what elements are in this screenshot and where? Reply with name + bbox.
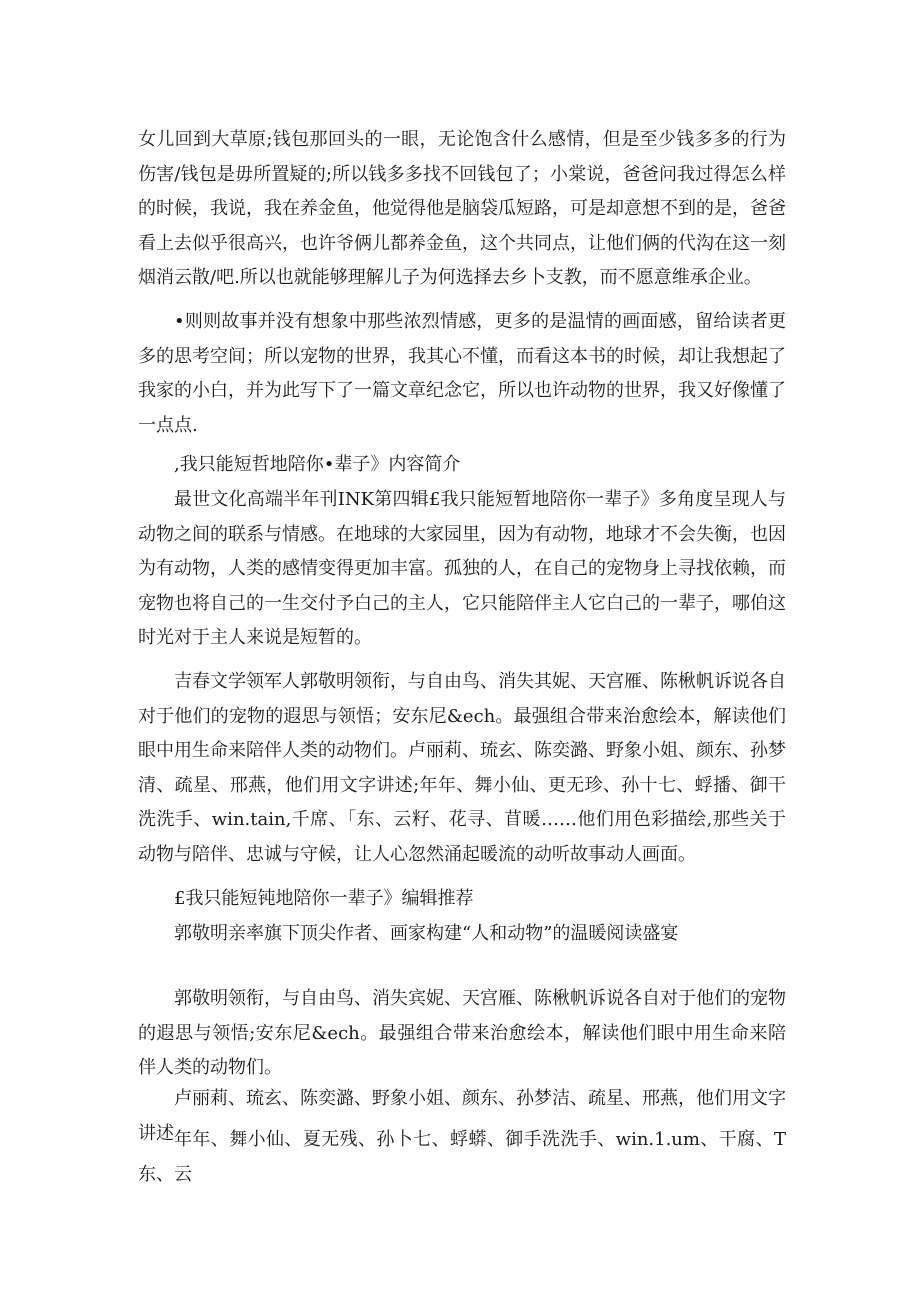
heading-content-summary: ,我只能短哲地陪你•辈子》内容简介 bbox=[174, 454, 461, 475]
paragraph-recommendation-tagline: 郭敬明亲率旗下顶尖作者、画家构建“人和动物”的温暖阅读盛宴 bbox=[174, 923, 679, 944]
paragraph-writers-list: 卢丽莉、琉玄、陈奕潞、野象小姐、颜东、孙梦洁、疏星、邢燕，他们用文字讲述 bbox=[138, 1088, 786, 1144]
paragraph-story-review: 女儿回到大草原;钱包那回头的一眼，无论饱含什么感情，但是至少钱多多的行为伤害/钱包是毋所置疑的;所以钱多多找不回钱包了；小棠说，爸爸问我过得怎么样的时候，我说，我在养金鱼，他觉得他是脑袋瓜短路，可是却意想不到的是，爸爸看上去似乎很高兴，也许爷俩儿都养金鱼，这个共同点，让他们俩的代沟在这一刻烟消云散/吧.所以也就能够理解儿子为何选择去乡卜支教，而不愿意维承企业。 bbox=[138, 129, 786, 289]
paragraph-recommendation-lead: 郭敬明领衔，与自由鸟、消失宾妮、天宫雁、陈楸帆诉说各自对于他们的宠物的遐思与领悟;安东尼&ech。最强组合带来治愈绘本，解读他们眼中用生命来陪伴人类的动物们。 bbox=[138, 988, 786, 1079]
paragraph-illustrators-list: 年年、舞小仙、夏无残、孙卜七、蜉蟒、御手洗洗手、win.1.um、干腐、T东、云 bbox=[138, 1129, 786, 1185]
paragraph-reflection: •则则故事并没有想象中那些浓烈情感，更多的是温情的画面感，留给读者更多的思考空间；所以宠物的世界，我其心不懂，而看这本书的时候，却让我想起了我家的小白，并为此写下了一篇文章纪念它，所以也许动物的世界，我又好像懂了一点点. bbox=[138, 311, 786, 436]
heading-editor-recommendation: £我只能短钝地陪你一辈子》编辑推荐 bbox=[174, 888, 474, 909]
paragraph-authors: 吉春文学领军人郭敬明领衔，与自由鸟、消失其妮、天宫雁、陈楸帆诉说各自对于他们的宠物的遐思与领悟；安东尼&ech。最强组合带来治愈绘本，解读他们眼中用生命来陪伴人类的动物们。卢丽莉、琉玄、陈奕潞、野象小姐、颜东、孙梦清、疏星、邢燕，他们用文字讲述;年年、舞小仙、更无珍、孙十七、蜉播、御干洗洗手、win.tain,千席、「东、云籽、花寻、苜暖……他们用色彩描绘,那些关于动物与陪伴、忠诚与守候，让人心忽然涌起暖流的动听故事动人画面。 bbox=[138, 671, 786, 865]
paragraph-book-intro: 最世文化高端半年刊INK第四辑£我只能短暂地陪你一辈子》多角度呈现人与动物之间的联系与情感。在地球的大家园里，因为有动物，地球才不会失衡，也因为有动物，人类的感情变得更加丰富。孤独的人，在自己的宠物身上寻找依赖，而宠物也将自己的一生交付予白己的主人，它只能陪伴主人它白己的一辈子，哪伯这时光对于主人来说是短暂的。 bbox=[138, 489, 786, 649]
